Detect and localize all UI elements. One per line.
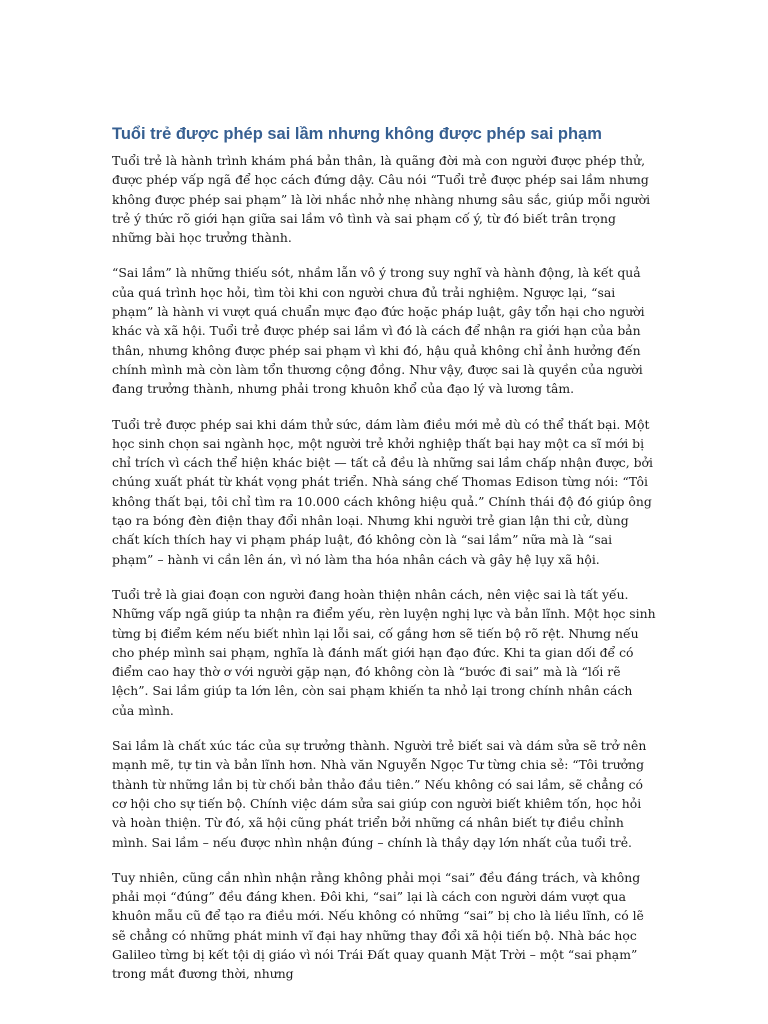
paragraph-5: Sai lầm là chất xúc tác của sự trưởng thành. Người trẻ biết sai và dám sửa sẽ trở nên mạnh mẽ, tự tin và bản lĩnh hơn. Nhà văn Nguyễn Ngọc Tư từng chia sẻ: “Tôi trưởng thành từ những lần bị từ chối bản thảo đầu tiên.” Nếu không có sai lầm, sẽ chẳng có cơ hội cho sự tiến bộ. Chính việc dám sửa sai giúp con người biết khiêm tốn, học hỏi và hoàn thiện. Từ đó, xã hội cũng phát triển bởi những cá nhân biết tự điều chỉnh mình. Sai lầm – nếu được nhìn nhận đúng – chính là thầy dạy lớn nhất của tuổi trẻ.: [112, 738, 647, 850]
document-title: Tuổi trẻ được phép sai lầm nhưng không được phép sai phạm: [112, 125, 602, 143]
paragraph-6: Tuy nhiên, cũng cần nhìn nhận rằng không phải mọi “sai” đều đáng trách, và không phải mọi “đúng” đều đáng khen. Đôi khi, “sai” lại là cách con người dám vượt qua khuôn mẫu cũ để tạo ra điều mới. Nếu không có những “sai” bị cho là liều lĩnh, có lẽ sẽ chẳng có những phát minh vĩ đại hay những thay đổi xã hội tiến bộ. Nhà bác học Galileo từng bị kết tội dị giáo vì nói Trái Đất quay quanh Mặt Trời – một “sai phạm” trong mắt đương thời, nhưng: [112, 869, 644, 982]
paragraph-1: Tuổi trẻ là hành trình khám phá bản thân, là quãng đời mà con người được phép thử, được phép vấp ngã để học cách đứng dậy. Câu nói “Tuổi trẻ được phép sai lầm nhưng không được phép sai phạm” là lời nhắc nhở nhẹ nhàng nhưng sâu sắc, giúp mỗi người trẻ ý thức rõ giới hạn giữa sai lầm vô tình và sai phạm cố ý, từ đó biết trân trọng những bài học trưởng thành.: [112, 153, 651, 246]
paragraph-3: Tuổi trẻ được phép sai khi dám thử sức, dám làm điều mới mẻ dù có thể thất bại. Một học sinh chọn sai ngành học, một người trẻ khởi nghiệp thất bại hay một ca sĩ mới bị chỉ trích vì cách thể hiện khác biệt — tất cả đều là những sai lầm chấp nhận được, bởi chúng xuất phát từ khát vọng phát triển. Nhà sáng chế Thomas Edison từng nói: “Tôi không thất bại, tôi chỉ tìm ra 10.000 cách không hiệu quả.” Chính thái độ đó giúp ông tạo ra bóng đèn điện thay đổi nhân loại. Nhưng khi người trẻ gian lận thi cử, dùng chất kích thích hay vi phạm pháp luật, đó không còn là “sai lầm” nữa mà là “sai phạm” – hành vi cần lên án, vì nó làm tha hóa nhân cách và gây hệ lụy xã hội.: [112, 416, 653, 567]
document-page: [112, 122, 656, 1000]
paragraph-2: “Sai lầm” là những thiếu sót, nhầm lẫn vô ý trong suy nghĩ và hành động, là kết quả của quá trình học hỏi, tìm tòi khi con người chưa đủ trải nghiệm. Ngược lại, “sai phạm” là hành vi vượt quá chuẩn mực đạo đức hoặc pháp luật, gây tổn hại cho người khác và xã hội. Tuổi trẻ được phép sai lầm vì đó là cách để nhận ra giới hạn của bản thân, nhưng không được phép sai phạm vì khi đó, hậu quả không chỉ ảnh hưởng đến chính mình mà còn làm tổn thương cộng đồng. Như vậy, được sai là quyền của người đang trưởng thành, nhưng phải trong khuôn khổ của đạo lý và lương tâm.: [112, 265, 645, 397]
paragraph-4: Tuổi trẻ là giai đoạn con người đang hoàn thiện nhân cách, nên việc sai là tất yếu. Những vấp ngã giúp ta nhận ra điểm yếu, rèn luyện nghị lực và bản lĩnh. Một học sinh từng bị điểm kém nếu biết nhìn lại lỗi sai, cố gắng hơn sẽ tiến bộ rõ rệt. Nhưng nếu cho phép mình sai phạm, nghĩa là đánh mất giới hạn đạo đức. Khi ta gian dối để có điểm cao hay thờ ơ với người gặp nạn, đó không còn là “bước đi sai” mà là “lối rẽ lệch”. Sai lầm giúp ta lớn lên, còn sai phạm khiến ta nhỏ lại trong chính nhân cách của mình.: [112, 586, 656, 718]
